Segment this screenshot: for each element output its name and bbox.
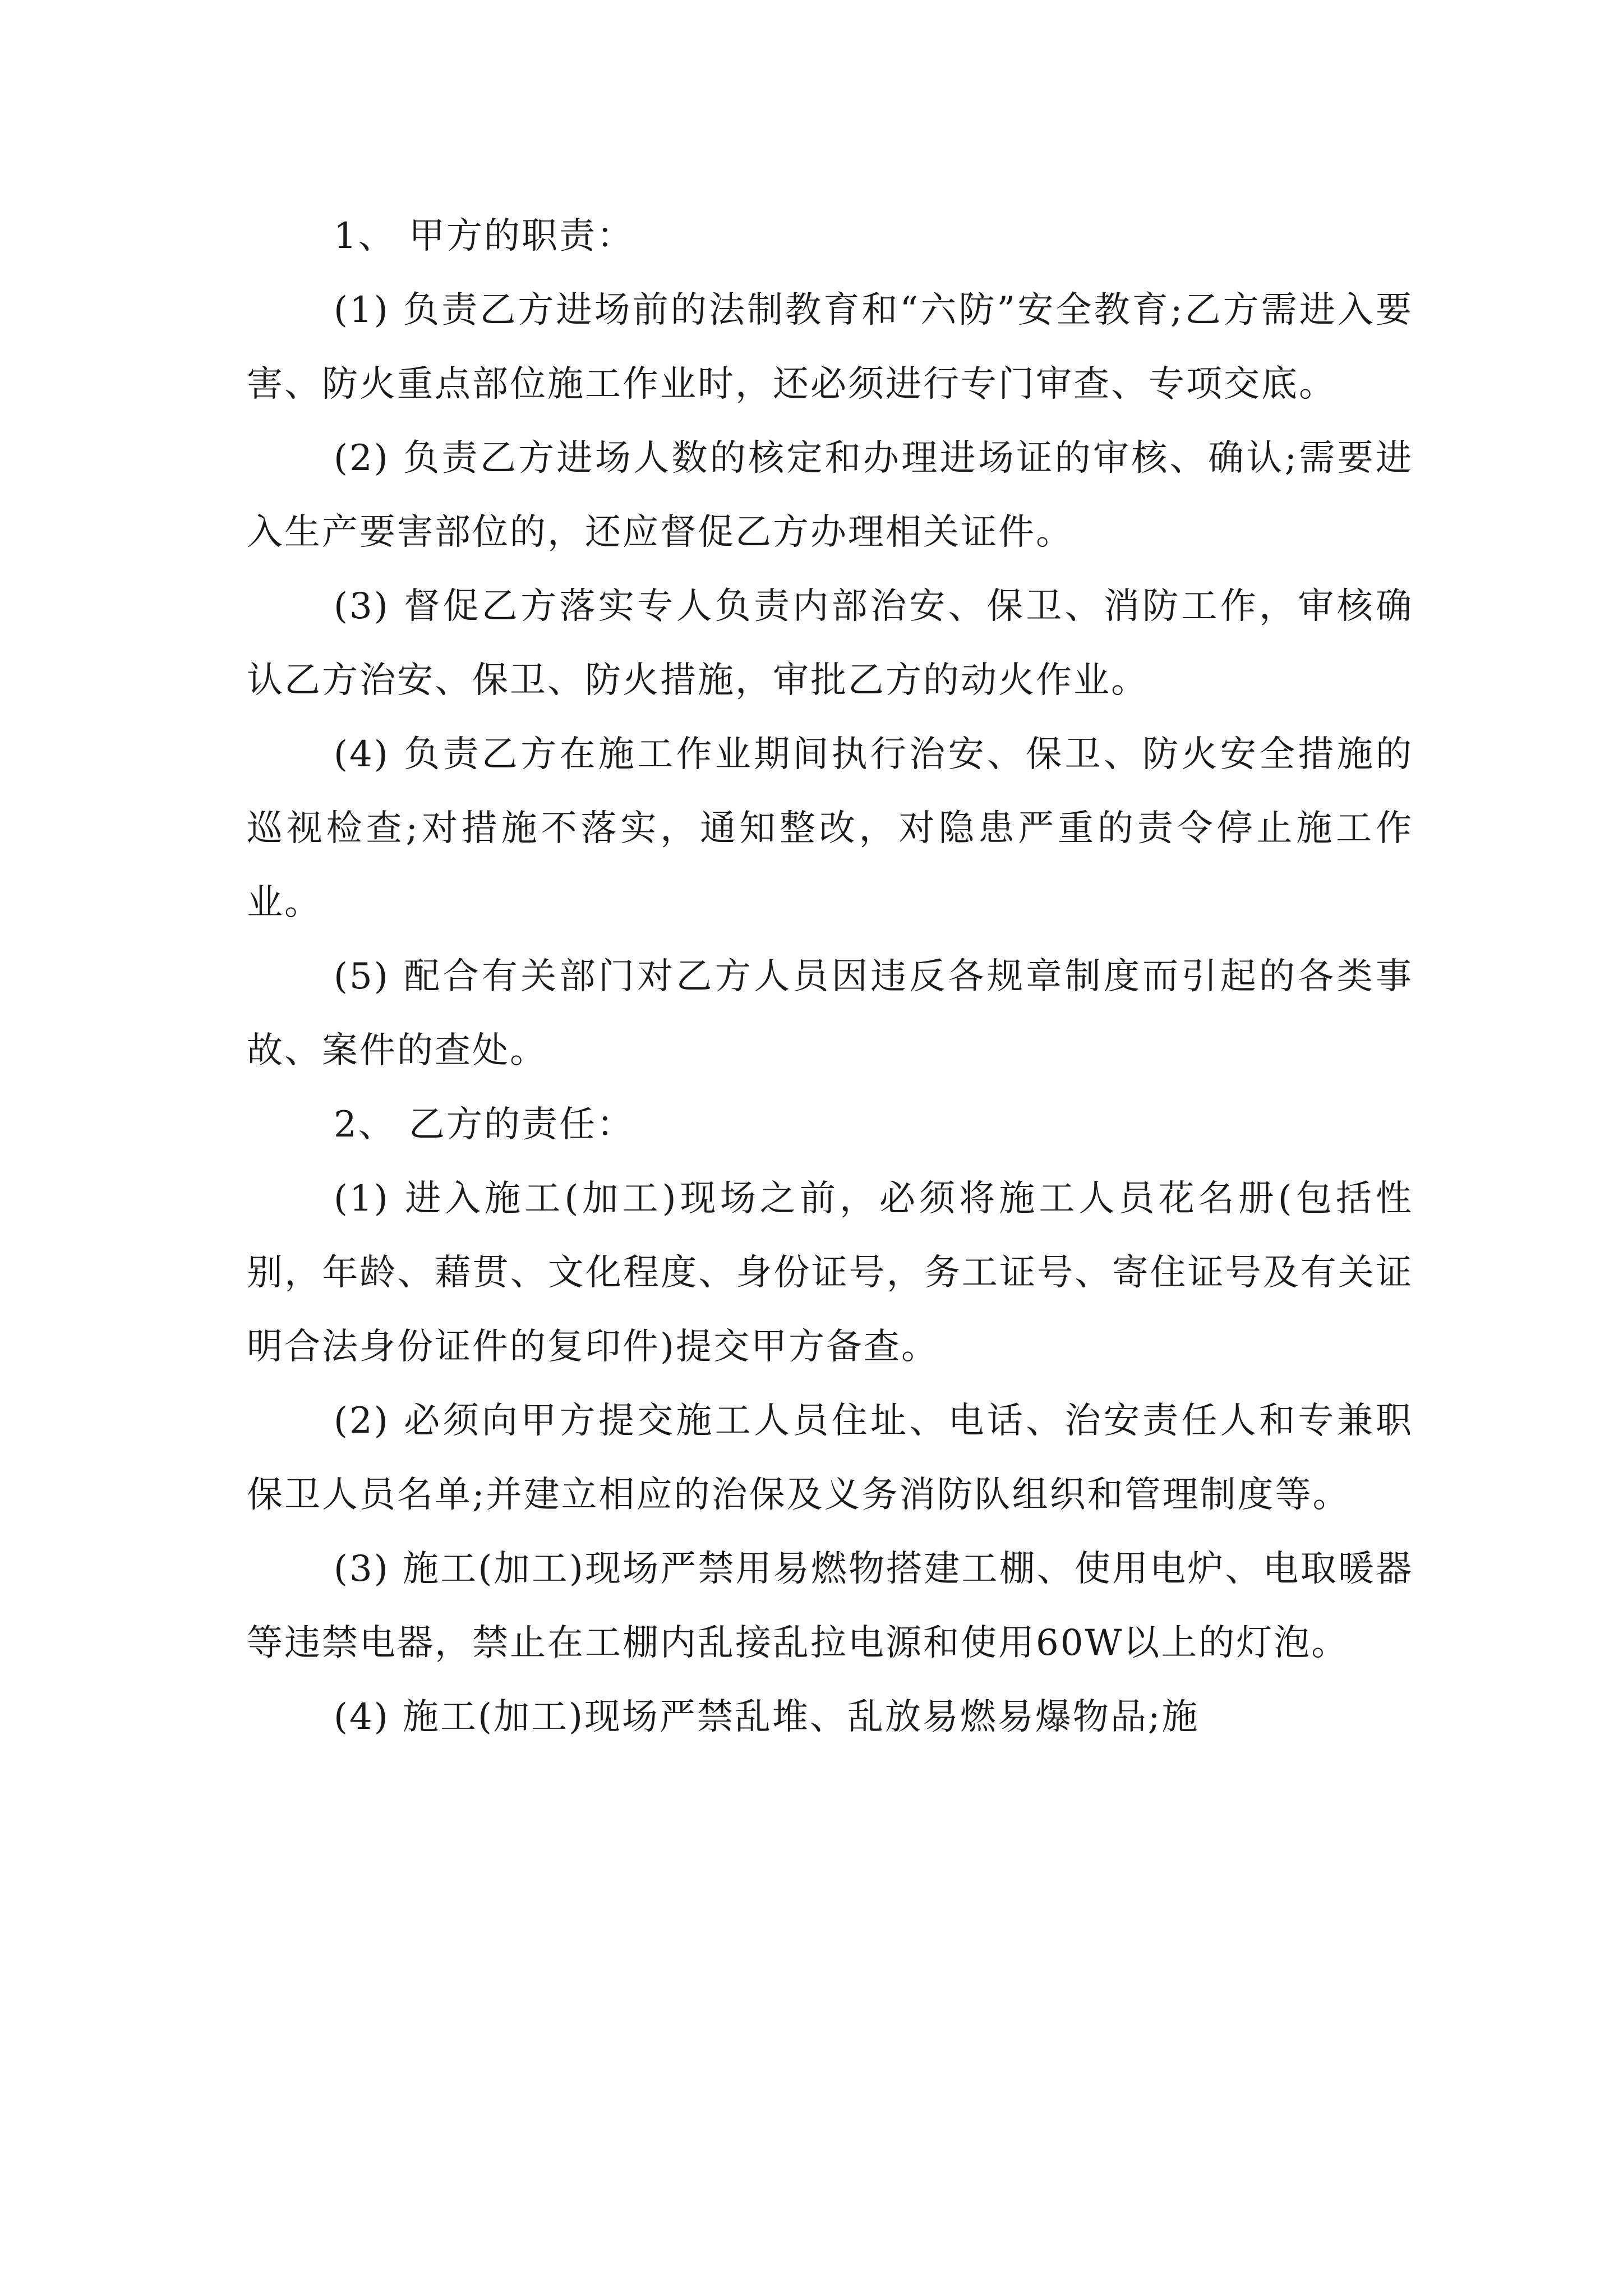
party-b-item-3: (3) 施工(加工)现场严禁用易燃物搭建工棚、使用电炉、电取暖器等违禁电器，禁止在工棚内乱接乱拉电源和使用60W以上的灯泡。	[247, 1548, 1413, 1664]
party-a-item-3: (3) 督促乙方落实专人负责内部治安、保卫、消防工作，审核确认乙方治安、保卫、防火措施，审批乙方的动火作业。	[247, 586, 1413, 701]
section-heading-party-b: 2、 乙方的责任：	[334, 1104, 635, 1145]
party-a-item-5: (5) 配合有关部门对乙方人员因违反各规章制度而引起的各类事故、案件的查处。	[247, 956, 1413, 1071]
document-body	[247, 199, 1413, 1754]
party-a-item-2: (2) 负责乙方进场人数的核定和办理进场证的审核、确认;需要进入生产要害部位的，还应督促乙方办理相关证件。	[247, 438, 1413, 553]
party-b-item-4: (4) 施工(加工)现场严禁乱堆、乱放易燃易爆物品;施	[334, 1696, 1200, 1738]
section-heading-party-a: 1、 甲方的职责：	[334, 215, 635, 257]
party-b-item-2: (2) 必须向甲方提交施工人员住址、电话、治安责任人和专兼职保卫人员名单;并建立相应的治保及义务消防队组织和管理制度等。	[247, 1400, 1413, 1516]
party-a-item-4: (4) 负责乙方在施工作业期间执行治安、保卫、防火安全措施的巡视检查;对措施不落实，通知整改，对隐患严重的责令停止施工作业。	[247, 734, 1413, 923]
party-b-item-1: (1) 进入施工(加工)现场之前，必须将施工人员花名册(包括性别，年龄、藉贯、文化程度、身份证号，务工证号、寄住证号及有关证明合法身份证件的复印件)提交甲方备查。	[247, 1178, 1413, 1368]
party-a-item-1: (1) 负责乙方进场前的法制教育和“六防”安全教育;乙方需进入要害、防火重点部位施工作业时，还必须进行专门审查、专项交底。	[247, 289, 1413, 405]
